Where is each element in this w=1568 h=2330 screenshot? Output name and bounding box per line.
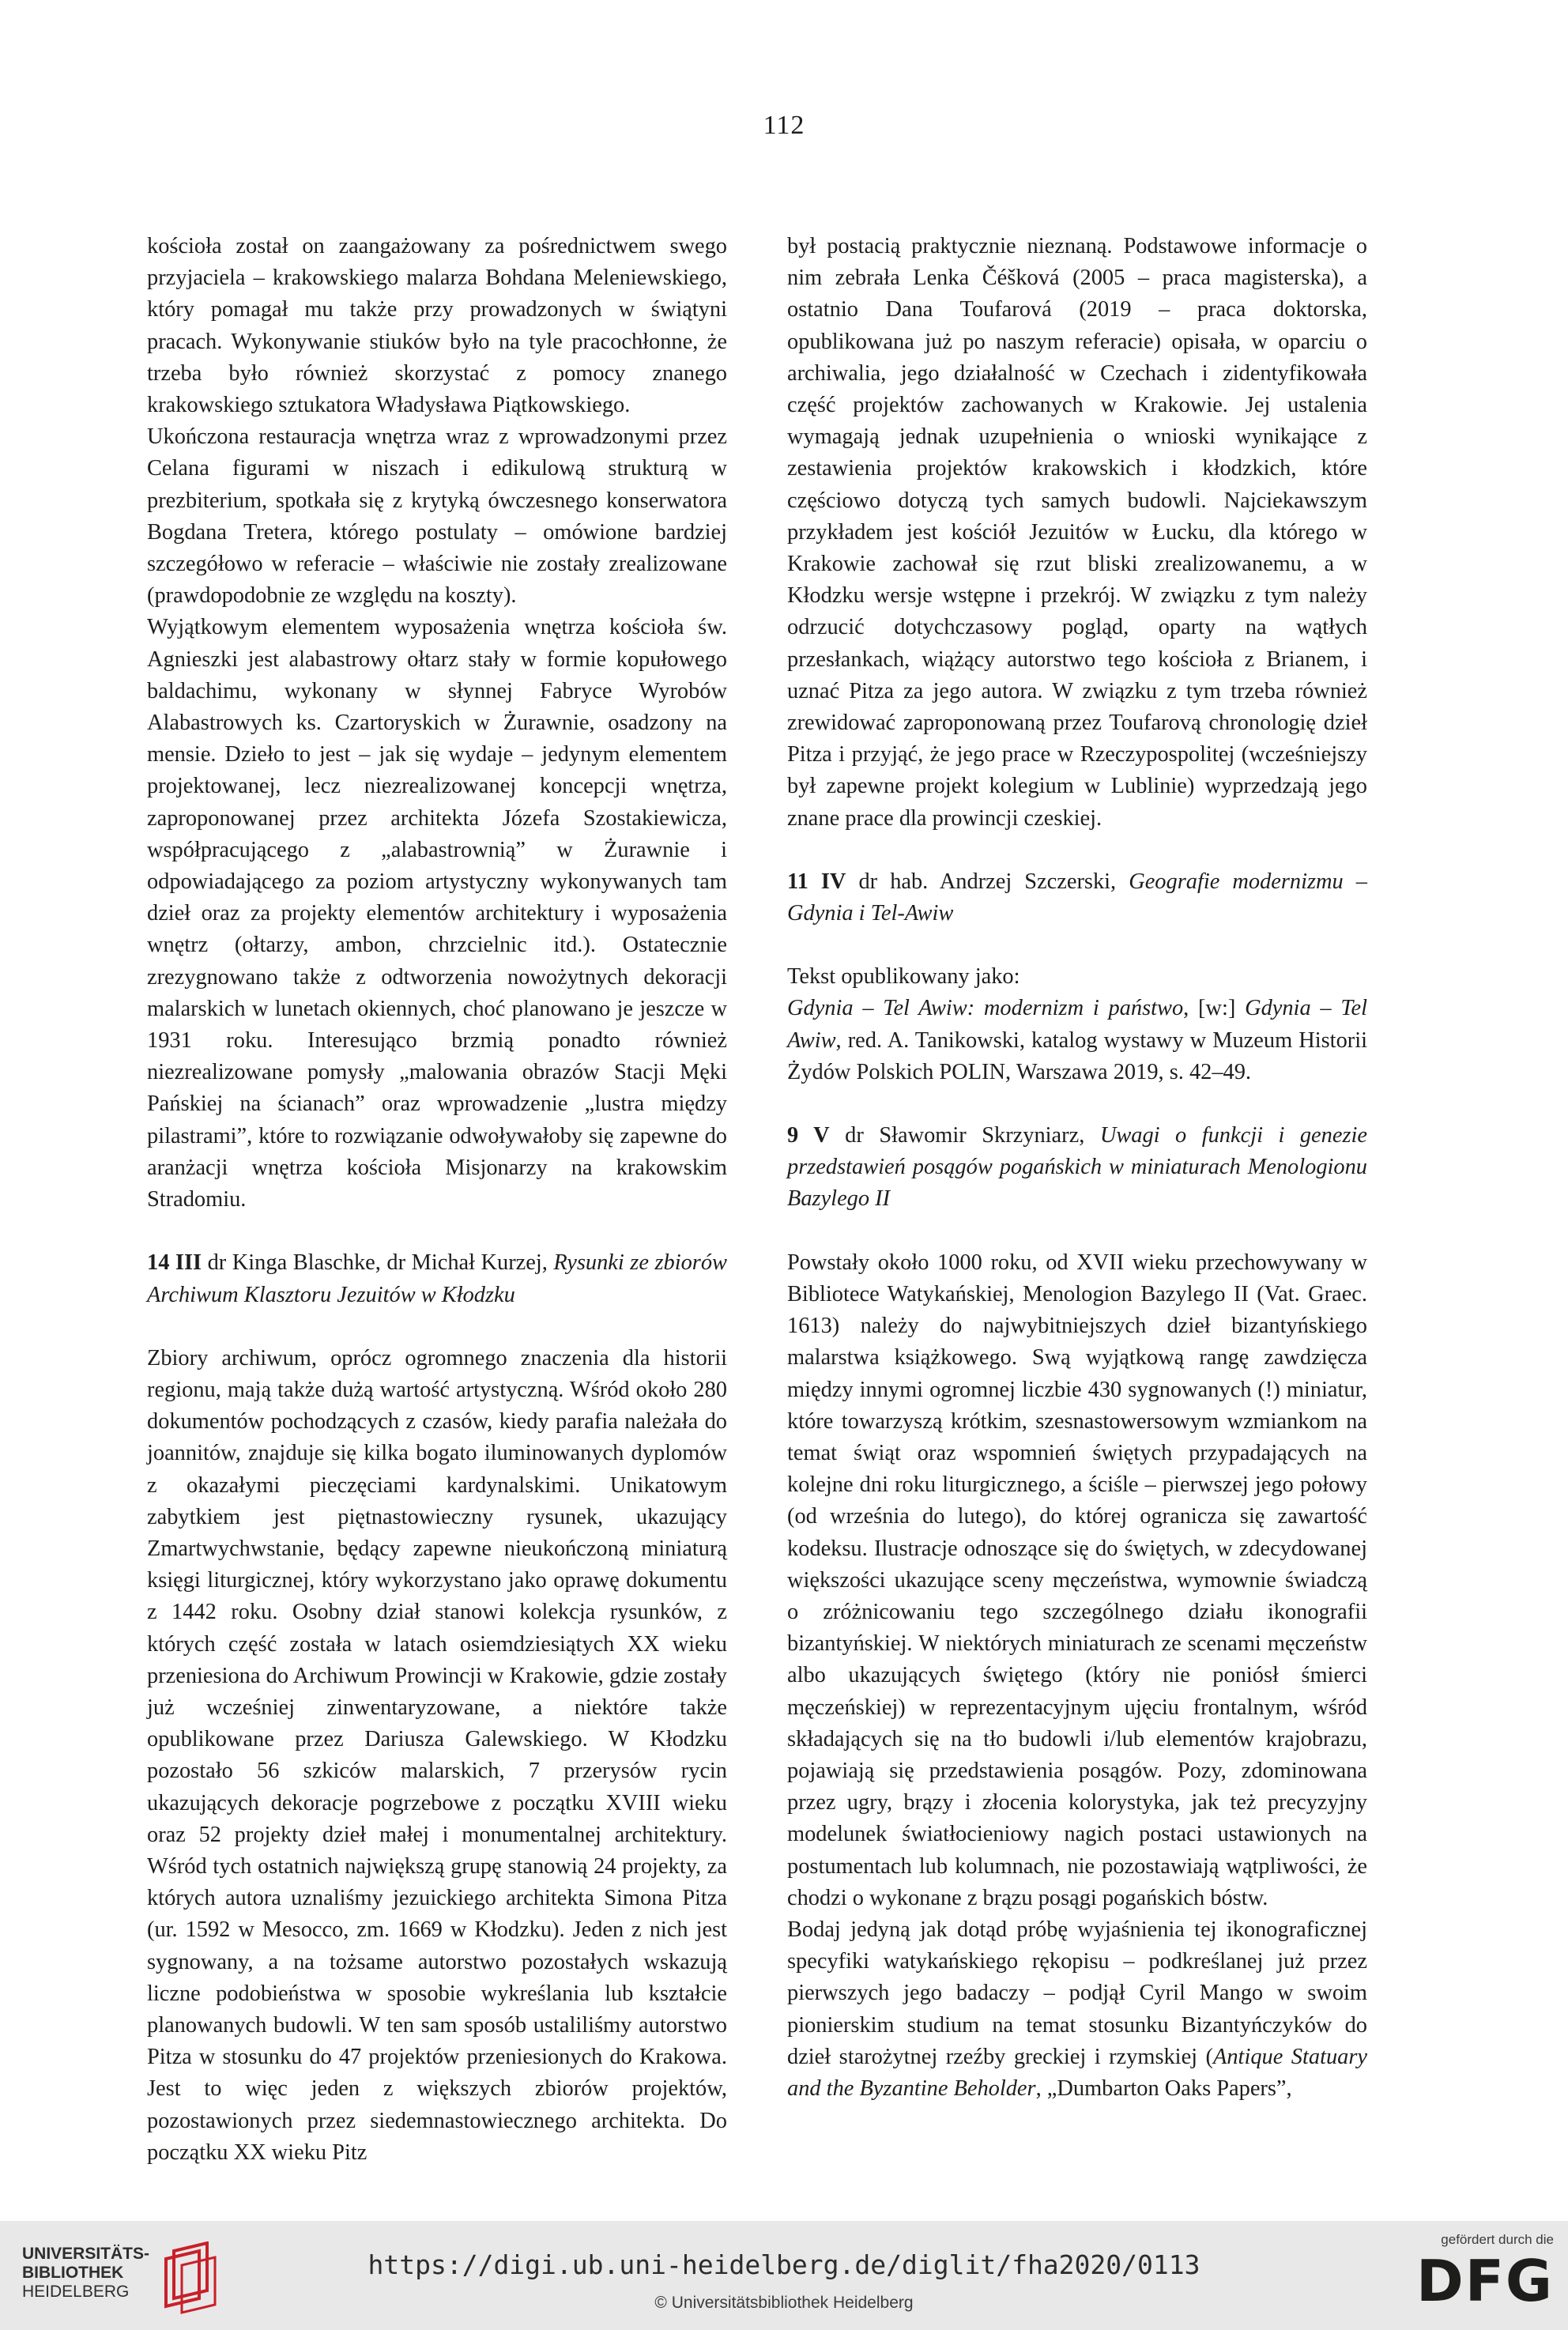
left-column: [147, 231, 727, 2169]
paragraph: Zbiory archiwum, oprócz ogromnego znaczenia dla historii regionu, mają także dużą wartość artystyczną. Wśród około 280 dokumentów pochodzących z czasów, kiedy parafia należała do joannitów, znajduje się kilka bogato iluminowanych dyplomów z okazałymi pieczęciami kardynalskimi. Unikatowym zabytkiem jest piętnastowieczny rysunek, ukazujący Zmartwychwstanie, będący zapewne nieukończoną miniaturą księgi liturgicznej, który wykorzystano jako oprawę dokumentu z 1442 roku. Osobny dział stanowi kolekcja rysunków, z których część została w latach osiemdziesiątych XX wieku przeniesiona do Archiwum Prowincji w Krakowie, gdzie zostały już wcześniej zinwentaryzowane, a niektóre także opublikowane przez Dariusza Galewskiego. W Kłodzku pozostało 56 szkiców malarskich, 7 przerysów rycin ukazujących dekoracje pogrzebowe z początku XVIII wieku oraz 52 projekty dzieł małej i monumentalnej architektury. Wśród tych ostatnich największą grupę stanowią 24 projekty, za których autora uznaliśmy jezuickiego architekta Simona Pitza (ur. 1592 w Mesocco, zm. 1669 w Kłodzku). Jeden z nich jest sygnowany, a na tożsame autorstwo pozostałych wskazują liczne podobieństwa w sposobie wykreślania lub kształcie planowanych budowli. W ten sam sposób ustaliliśmy autorstwo Pitza w stosunku do 47 projektów przeniesionych do Krakowa. Jest to więc jeden z większych zbiorów projektów, pozostawionych przez siedemnastowiecznego architekta. Do początku XX wieku Pitz: [147, 1345, 727, 2165]
paragraph: Powstały około 1000 roku, od XVII wieku przechowywany w Bibliotece Watykańskiej, Menologion Bazylego II (Vat. Graec. 1613) należy do najwybitniejszych dzieł bizantyńskiego malarstwa książkowego. Swą wyjątkową rangę zawdzięcza między innymi ogromnej liczbie 430 sygnowanych (!) miniatur, które towarzyszą krótkim, szesnastowersowym wzmiankom na temat świąt oraz wspomnień świętych przypadających na kolejne dni roku liturgicznego, a ściśle – pierwszej jego połowy (od września do lutego), do której ogranicza się zawartość kodeksu. Ilustracje odnoszące się do świętych, w zdecydowanej większości ukazujące sceny męczeństwa, wymownie świadczą o zróżnicowaniu tego szczególnego działu ikonografii bizantyńskiej. W niektórych miniaturach ze scenami męczeństw albo ukazujących świętego (który nie poniósł śmierci męczeńskiej) w reprezentacyjnym ujęciu frontalnym, wśród składających się na tło budowli i/lub elementów krajobrazu, pojawiają się przedstawienia posągów. Pozy, zdominowana przez ugry, brązy i złocenia kolorystyka, jak też precyzyjny modelunek światłocieniowy nagich postaci ustawionych na postumentach lub kolumnach, nie pozostawiają wątpliwości, że chodzi o wykonane z brązu posągi pogańskich bóstw.: [787, 1250, 1367, 1910]
paragraph: Ukończona restauracja wnętrza wraz z wprowadzonymi przez Celana figurami w niszach i edikulową strukturą w prezbiterium, spotkała się z krytyką ówczesnego konserwatora Bogdana Tretera, którego postulaty – omówione bardziej szczegółowo w referacie – właściwie nie zostały zrealizowane (prawdopodobnie ze względu na koszty).: [147, 424, 727, 609]
publication-book: Gdynia – Tel Awiw: [787, 996, 1368, 1053]
dfg-caption: gefördert durch die: [1441, 2232, 1554, 2247]
library-name-line: BIBLIOTHEK: [22, 2264, 124, 2282]
page-number: 112: [763, 111, 805, 140]
entry-number: 14 III: [147, 1250, 202, 1276]
paragraph-text: , „Dumbarton Oaks Papers”,: [1035, 2076, 1292, 2101]
entry-authors: dr Kinga Blaschke, dr Michał Kurzej,: [202, 1250, 554, 1276]
dfg-wordmark: DFG: [1415, 2248, 1554, 2314]
paragraph: był postacią praktycznie nieznaną. Podstawowe informacje o nim zebrała Lenka Čéšková (2005 – praca magisterska), a ostatnio Dana Toufarová (2019 – praca doktorska, opublikowana już po naszym referacie) opisała, w oparciu o archiwalia, jego działalność w Czechach i zidentyfikowała część projektów zachowanych w Krakowie. Jej ustalenia wymagają jednak uzupełnienia o wnioski wynikające z zestawienia projektów krakowskich i kłodzkich, które częściowo dotyczą tych samych budowli. Najciekawszym przykładem jest kościół Jezuitów w Łucku, dla którego w Krakowie zachował się rzut bliski zrealizowanemu, a w Kłodzku wersje wstępne i przekrój. W związku z tym należy odrzucić dotychczasowy pogląd, oparty na wątłych przesłankach, wiążący autorstwo tego kościoła z Brianem, i uznać Pitza za jego autora. W związku z tym trzeba również zrewidować zaproponowaną przez Toufarovą chronologię dzieł Pitza i przyjąć, że jego prace w Rzeczypospolitej (wcześniejszy był zapewne projekt kolegium w Lublinie) wyprzedzają jego znane prace dla prowincji czeskiej.: [787, 234, 1367, 831]
entry-title: Rysunki ze zbiorów Archiwum Klasztoru Jezuitów w Kłodzku: [147, 1250, 727, 1307]
publication-reference: [787, 993, 1367, 1088]
right-column: [787, 231, 1367, 2105]
entry-title: Uwagi o funkcji i genezie przedstawień posągów pogańskich w miniaturach Menologionu Bazylego II: [787, 1123, 1367, 1212]
published-intro: Tekst opublikowany jako:: [787, 964, 1020, 990]
library-name-line: HEIDELBERG: [22, 2283, 130, 2301]
library-name-line: UNIVERSITÄTS-: [22, 2245, 150, 2263]
dfg-logo[interactable]: [1396, 2232, 1554, 2327]
paragraph-text: Bodaj jedyną jak dotąd próbę wyjaśnienia tej ikonograficznej specyfiki watykańskiego rękopisu – podkreślanej już przez pierwszych jego badaczy – podjął Cyril Mango w swoim pionierskim studium na temat stosunku Bizantyńczyków do dzieł starożytnej rzeźby greckiej i rzymskiej (: [787, 1917, 1367, 2069]
entry-number: 9 V: [787, 1123, 830, 1148]
copyright-notice: © Universitätsbibliothek Heidelberg: [654, 2294, 914, 2312]
source-link[interactable]: https://digi.ub.uni-heidelberg.de/diglit/fha2020/0113: [368, 2249, 1200, 2280]
paragraph: Wyjątkowym elementem wyposażenia wnętrza kościoła św. Agnieszki jest alabastrowy ołtarz stały w formie kopułowego baldachimu, wykonany w słynnej Fabryce Wyrobów Alabastrowych ks. Czartoryskich w Żurawnie, osadzony na mensie. Dzieło to jest – jak się wydaje – jedynym elementem projektowanej, lecz niezrealizowanej koncepcji wnętrza, zaproponowanej przez architekta Józefa Szostakiewicza, współpracującego z „alabastrownią” w Żurawnie i odpowiadającego za poziom artystyczny wykonywanych tam dzieł oraz za projekty elementów architektury i wyposażenia wnętrz (ołtarzy, ambon, chrzcielnic itd.). Ostatecznie zrezygnowano także z odtworzenia nowożytnych dekoracji malarskich w lunetach okiennych, choć planowano je jeszcze w 1931 roku. Interesująco brzmią ponadto również niezrealizowane pomysły „malowania obrazów Stacji Męki Pańskiej na ścianach” oraz wprowadzenie „lustra między pilastrami”, które to rozwiązanie odwoływałoby się zapewne do aranżacji wnętrza kościoła Misjonarzy na krakowskim Stradomiu.: [147, 615, 727, 1212]
publication-mid: , [w:]: [1183, 996, 1246, 1021]
entry-authors: dr Sławomir Skrzyniarz,: [829, 1123, 1100, 1148]
entry-heading-9: [787, 1120, 1367, 1216]
entry-heading-14: [147, 1247, 727, 1310]
publication-title: Gdynia – Tel Awiw: modernizm i państwo: [787, 996, 1184, 1021]
paragraph: kościoła został on zaangażowany za pośrednictwem swego przyjaciela – krakowskiego malarza Bohdana Meleniewskiego, który pomagał mu także przy prowadzonych w świątyni pracach. Wykonywanie stiuków było na tyle pracochłonne, że trzeba było również skorzystać z pomocy znanego krakowskiego sztukatora Władysława Piątkowskiego.: [147, 234, 727, 418]
entry-number: 11 IV: [787, 869, 846, 894]
entry-heading-11: [787, 866, 1367, 929]
entry-title: Geografie modernizmu – Gdynia i Tel-Awiw: [787, 869, 1367, 926]
footer-bar: [0, 2221, 1568, 2330]
paragraph: [787, 1914, 1367, 2105]
publication-details: , red. A. Tanikowski, katalog wystawy w Muzeum Historii Żydów Polskich POLIN, Warszawa 2019, s. 42–49.: [787, 1027, 1367, 1084]
entry-authors: dr hab. Andrzej Szczerski,: [846, 869, 1129, 894]
cited-title: Antique Statuary and the Byzantine Beholder: [787, 2044, 1368, 2101]
